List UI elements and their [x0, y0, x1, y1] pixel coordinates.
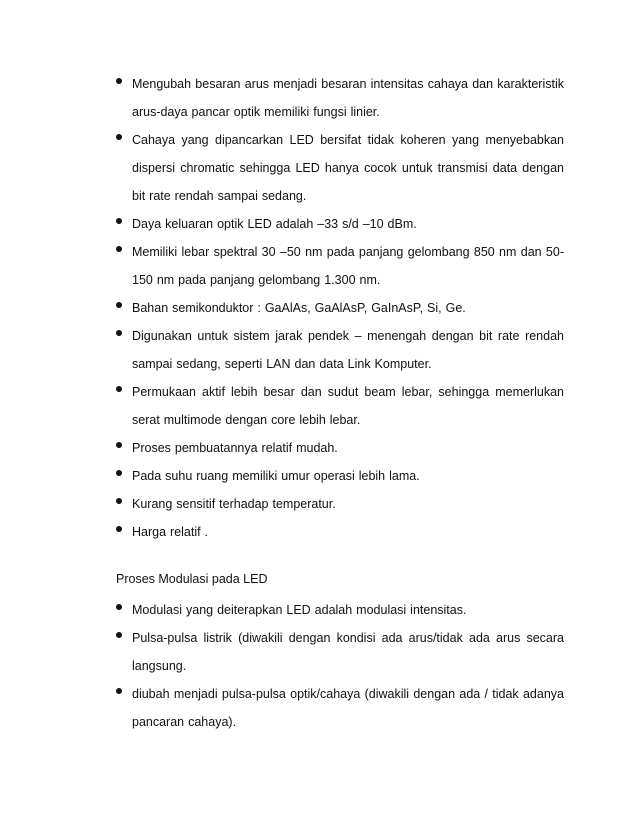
list-item — [0, 210, 638, 238]
bullet-icon — [116, 526, 122, 532]
section-heading: Proses Modulasi pada LED — [116, 572, 268, 586]
bullet-icon — [116, 302, 122, 308]
list-item-text: Proses pembuatannya relatif mudah. — [132, 441, 338, 455]
bullet-icon — [116, 442, 122, 448]
list-item — [0, 490, 638, 518]
list-item — [0, 434, 638, 462]
list-item — [0, 518, 638, 546]
list-item-text: Harga relatif . — [132, 525, 209, 539]
bullet-icon — [116, 386, 122, 392]
led-characteristics-list — [0, 70, 638, 546]
list-item — [0, 238, 638, 294]
list-item-text: Daya keluaran optik LED adalah –33 s/d –10 dBm. — [132, 217, 417, 231]
bullet-icon — [116, 330, 122, 336]
bullet-icon — [116, 604, 122, 610]
bullet-icon — [116, 498, 122, 504]
bullet-icon — [116, 134, 122, 140]
list-item — [0, 680, 638, 736]
bullet-icon — [116, 688, 122, 694]
list-item-text: Permukaan aktif lebih besar dan sudut beam lebar, sehingga memerlukan serat multimode dengan core lebih lebar. — [132, 385, 564, 427]
led-modulation-list — [0, 596, 638, 736]
bullet-icon — [116, 246, 122, 252]
list-item-text: diubah menjadi pulsa-pulsa optik/cahaya (diwakili dengan ada / tidak adanya pancaran cahaya). — [132, 687, 564, 729]
list-item — [0, 596, 638, 624]
bullet-icon — [116, 632, 122, 638]
list-item-text: Pulsa-pulsa listrik (diwakili dengan kondisi ada arus/tidak ada arus secara langsung. — [132, 631, 564, 673]
list-item-text: Pada suhu ruang memiliki umur operasi lebih lama. — [132, 469, 420, 483]
list-item — [0, 126, 638, 210]
list-item — [0, 70, 638, 126]
list-item — [0, 378, 638, 434]
bullet-icon — [116, 218, 122, 224]
list-item-text: Mengubah besaran arus menjadi besaran intensitas cahaya dan karakteristik arus-daya pancar optik memiliki fungsi linier. — [132, 77, 564, 119]
list-item — [0, 624, 638, 680]
list-item — [0, 294, 638, 322]
list-item-text: Cahaya yang dipancarkan LED bersifat tidak koheren yang menyebabkan dispersi chromatic sehingga LED hanya cocok untuk transmisi data dengan bit rate rendah sampai sedang. — [132, 133, 564, 203]
list-item-text: Digunakan untuk sistem jarak pendek – menengah dengan bit rate rendah sampai sedang, seperti LAN dan data Link Komputer. — [132, 329, 564, 371]
list-item-text: Memiliki lebar spektral 30 –50 nm pada panjang gelombang 850 nm dan 50-150 nm pada panjang gelombang 1.300 nm. — [132, 245, 564, 287]
bullet-icon — [116, 470, 122, 476]
list-item — [0, 462, 638, 490]
bullet-icon — [116, 78, 122, 84]
list-item-text: Kurang sensitif terhadap temperatur. — [132, 497, 336, 511]
list-item — [0, 322, 638, 378]
list-item-text: Modulasi yang deiterapkan LED adalah modulasi intensitas. — [132, 603, 467, 617]
list-item-text: Bahan semikonduktor : GaAlAs, GaAlAsP, GaInAsP, Si, Ge. — [132, 301, 466, 315]
